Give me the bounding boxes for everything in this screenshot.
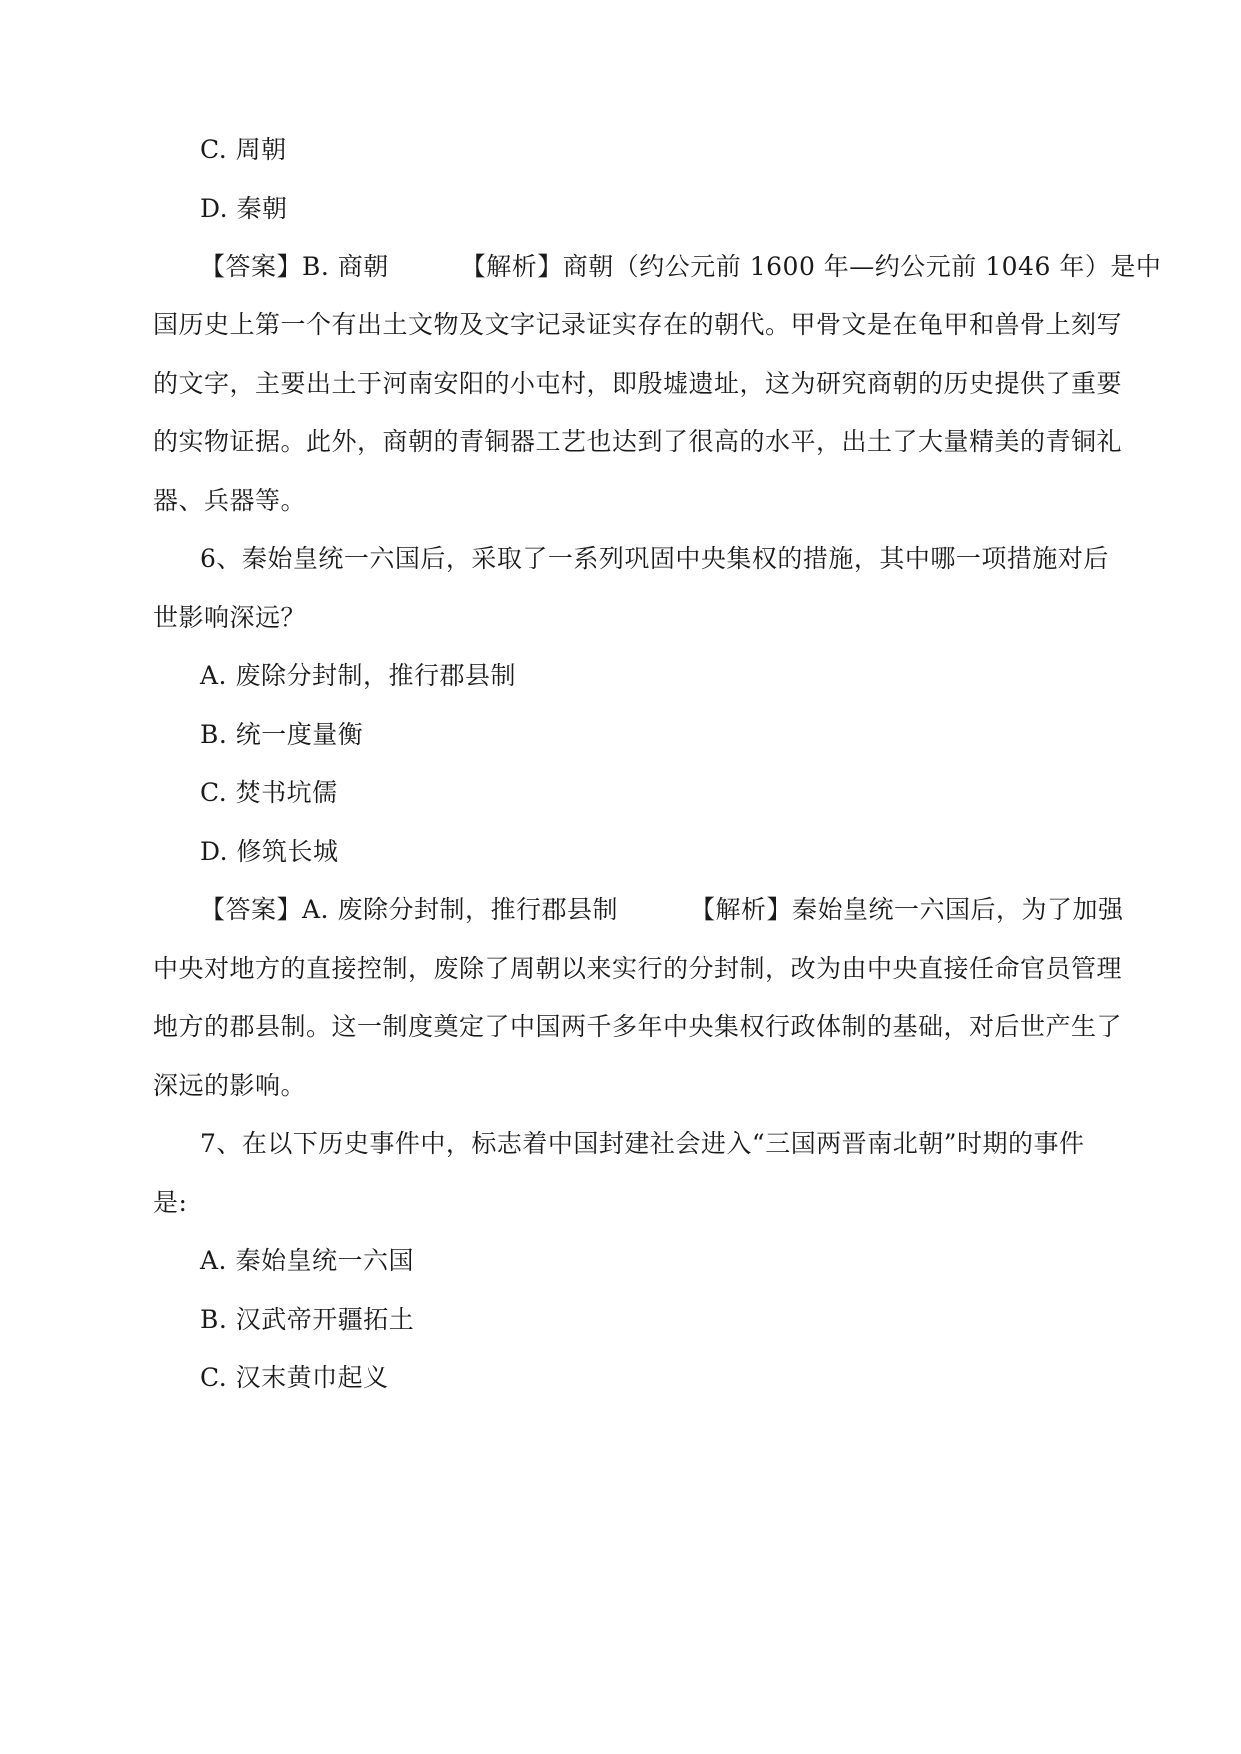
q7-question-cont: 是: [153,1188,188,1217]
q6-question: 6、秦始皇统一六国后，采取了一系列巩固中央集权的措施，其中哪一项措施对后 [200,544,1109,573]
q5-explanation-line: 的文字，主要出土于河南安阳的小屯村，即殷墟遗址，这为研究商朝的历史提供了重要 [153,369,1123,398]
q5-explanation-start: 【解析】商朝（约公元前 1600 年—约公元前 1046 年）是中 [460,252,1162,281]
q5-explanation-line: 的实物证据。此外，商朝的青铜器工艺也达到了很高的水平，出土了大量精美的青铜礼 [153,427,1123,456]
q7-question: 7、在以下历史事件中，标志着中国封建社会进入“三国两晋南北朝”时期的事件 [200,1129,1085,1158]
q6-answer: 【答案】A. 废除分封制，推行郡县制 [200,895,618,924]
q7-option-a: A. 秦始皇统一六国 [200,1246,414,1275]
q5-answer-line [200,250,1162,284]
q6-answer-line [200,893,1140,927]
q5-option-c: C. 周朝 [200,135,287,164]
q6-option-a: A. 废除分封制，推行郡县制 [200,661,516,690]
q5-answer: 【答案】B. 商朝 [200,252,389,281]
q6-option-c: C. 焚书坑儒 [200,778,338,807]
q6-option-d: D. 修筑长城 [200,837,339,866]
q6-explanation-start: 【解析】秦始皇统一六国后，为了加强 [689,895,1124,924]
q7-option-c: C. 汉末黄巾起义 [200,1363,389,1392]
q6-option-b: B. 统一度量衡 [200,720,364,749]
q6-explanation-line: 地方的郡县制。这一制度奠定了中国两千多年中央集权行政体制的基础，对后世产生了 [153,1012,1123,1041]
q5-option-d: D. 秦朝 [200,194,288,223]
q6-explanation-line: 深远的影响。 [153,1071,307,1100]
q5-explanation-line: 国历史上第一个有出土文物及文字记录证实存在的朝代。甲骨文是在龟甲和兽骨上刻写 [153,310,1123,339]
q6-question-cont: 世影响深远？ [153,603,307,632]
q7-option-b: B. 汉武帝开疆拓土 [200,1305,415,1334]
q6-explanation-line: 中央对地方的直接控制，废除了周朝以来实行的分封制，改为由中央直接任命官员管理 [153,954,1123,983]
q5-explanation-line: 器、兵器等。 [153,486,307,515]
